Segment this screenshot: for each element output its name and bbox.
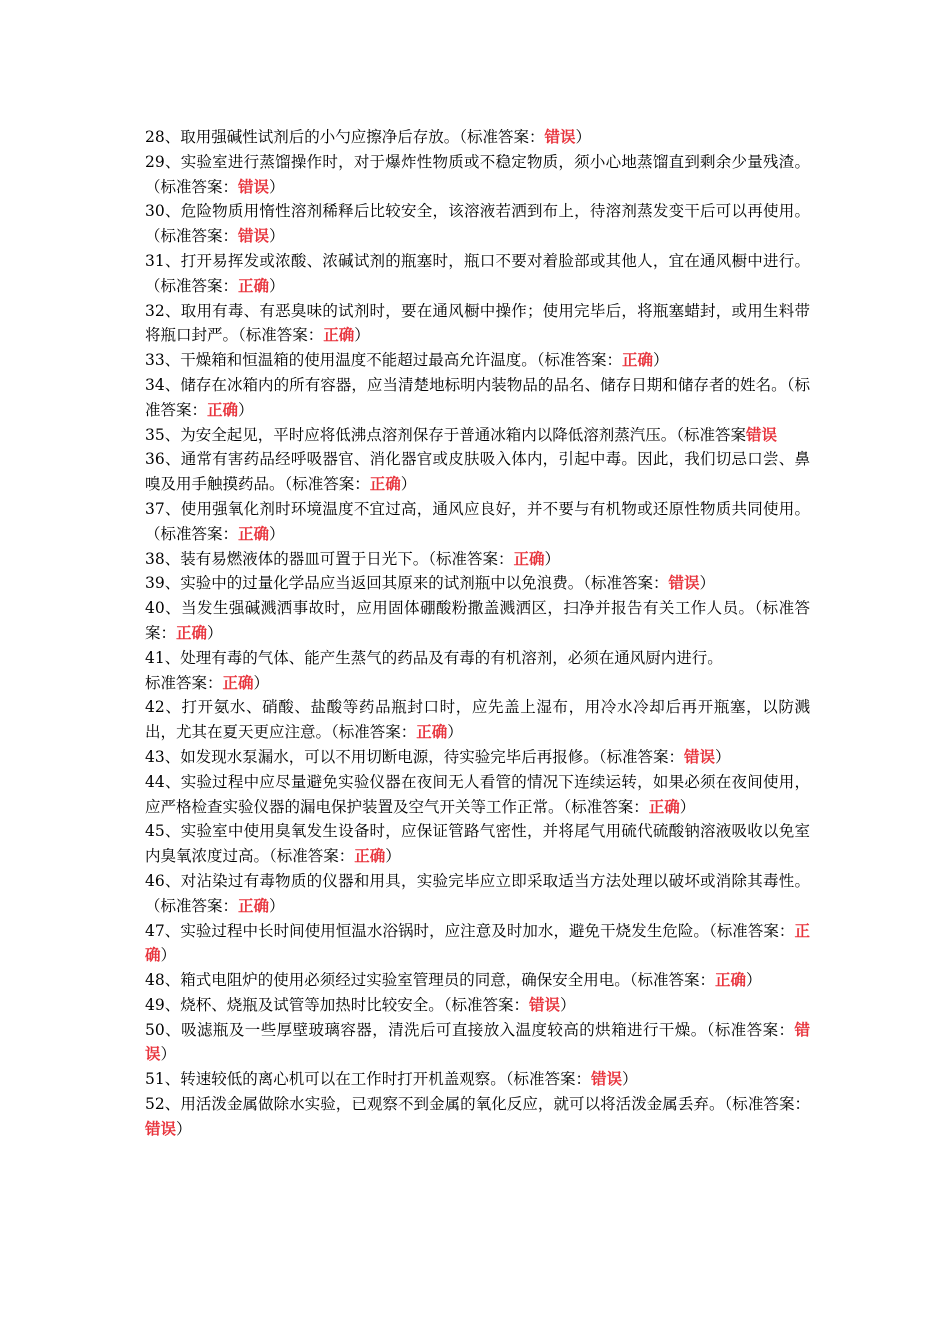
answer-42: 正确 (416, 722, 448, 742)
answer-47: 正确 (145, 920, 810, 965)
answer-29: 错误 (238, 176, 270, 196)
answer-48: 正确 (714, 970, 746, 990)
question-32: 32、取用有毒、有恶臭味的试剂时，要在通风橱中操作；使用完毕后，将瓶塞蜡封，或用生料带将瓶口封严。（标准答案：正确） (145, 301, 810, 345)
question-33: 33、干燥箱和恒温箱的使用温度不能超过最高允许温度。（标准答案：正确） (145, 350, 669, 370)
answer-52: 错误 (145, 1118, 177, 1138)
answer-35: 错误 (745, 424, 777, 444)
question-51: 51、转速较低的离心机可以在工作时打开机盖观察。（标准答案：错误） (145, 1069, 638, 1089)
question-39: 39、实验中的过量化学品应当返回其原来的试剂瓶中以免浪费。（标准答案：错误） (145, 573, 716, 593)
answer-38: 正确 (513, 548, 545, 568)
question-38: 38、装有易燃液体的器皿可置于日光下。（标准答案：正确） (145, 548, 561, 568)
answer-45: 正确 (354, 846, 386, 866)
question-36: 36、通常有害药品经呼吸器官、消化器官或皮肤吸入体内，引起中毒。因此，我们切忌口尝、鼻嗅及用手触摸药品。（标准答案：正确） (145, 450, 810, 494)
answer-37: 正确 (238, 523, 270, 543)
question-41: 41、处理有毒的气体、能产生蒸气的药品及有毒的有机溶剂，必须在通风厨内进行。 标准答案：正确） (145, 648, 723, 692)
question-44: 44、实验过程中应尽量避免实验仪器在夜间无人看管的情况下连续运转，如果必须在夜间使用，应严格检查实验仪器的漏电保护装置及空气开关等工作正常。（标准答案：正确） (145, 772, 810, 816)
answer-50: 错误 (145, 1019, 810, 1064)
question-50: 50、吸滤瓶及一些厚壁玻璃容器，清洗后可直接放入温度较高的烘箱进行干燥。（标准答案：错误） (145, 1019, 810, 1064)
question-49: 49、烧杯、烧瓶及试管等加热时比较安全。（标准答案：错误） (145, 994, 576, 1014)
question-37: 37、使用强氧化剂时环境温度不宜过高，通风应良好，并不要与有机物或还原性物质共同使用。（标准答案：正确） (145, 499, 810, 543)
answer-30: 错误 (238, 226, 270, 246)
answer-34: 正确 (207, 399, 239, 419)
question-34: 34、储存在冰箱内的所有容器，应当清楚地标明内装物品的品名、储存日期和储存者的姓名。（标准答案：正确） (145, 375, 810, 419)
question-28: 28、取用强碱性试剂后的小勺应擦净后存放。（标准答案：错误） (145, 127, 592, 146)
question-42: 42、打开氨水、硝酸、盐酸等药品瓶封口时，应先盖上湿布，用冷水冷却后再开瓶塞，以防溅出，尤其在夏天更应注意。（标准答案：正确） (145, 698, 810, 742)
answer-41: 正确 (222, 672, 254, 692)
answer-43: 错误 (683, 746, 715, 766)
question-43: 43、如发现水泵漏水，可以不用切断电源，待实验完毕后再报修。（标准答案：错误） (145, 746, 731, 766)
question-52: 52、用活泼金属做除水实验，已观察不到金属的氧化反应，就可以将活泼金属丢弃。（标准答案：错误） (145, 1095, 810, 1138)
answer-51: 错误 (590, 1069, 622, 1089)
question-40: 40、当发生强碱溅洒事故时，应用固体硼酸粉撒盖溅洒区，扫净并报告有关工作人员。（标准答案：正确） (145, 599, 810, 642)
answer-32: 正确 (323, 325, 355, 345)
answer-49: 错误 (528, 994, 560, 1014)
answer-39: 错误 (668, 573, 700, 593)
question-35: 35、为安全起见，平时应将低沸点溶剂保存于普通冰箱内以降低溶剂蒸汽压。（标准答案错误 (145, 424, 777, 444)
answer-46: 正确 (238, 895, 270, 915)
answer-36: 正确 (369, 474, 401, 494)
answer-28: 错误 (544, 127, 576, 146)
question-30: 30、危险物质用惰性溶剂稀释后比较安全，该溶液若洒到布上，待溶剂蒸发变干后可以再使用。（标准答案：错误） (145, 202, 810, 246)
question-48: 48、箱式电阻炉的使用必须经过实验室管理员的同意，确保安全用电。（标准答案：正确） (145, 970, 762, 990)
question-45: 45、实验室中使用臭氧发生设备时，应保证管路气密性，并将尾气用硫代硫酸钠溶液吸收以免室内臭氧浓度过高。（标准答案：正确） (145, 822, 810, 866)
answer-44: 正确 (648, 796, 680, 816)
answer-40: 正确 (176, 622, 208, 642)
question-46: 46、对沾染过有毒物质的仪器和用具，实验完毕应立即采取适当方法处理以破坏或消除其毒性。（标准答案：正确） (145, 871, 810, 915)
question-47: 47、实验过程中长时间使用恒温水浴锅时，应注意及时加水，避免干烧发生危险。（标准答案：正确） (145, 920, 810, 965)
question-list (145, 125, 810, 1142)
answer-31: 正确 (238, 275, 270, 295)
answer-33: 正确 (621, 350, 653, 370)
question-31: 31、打开易挥发或浓酸、浓碱试剂的瓶塞时，瓶口不要对着脸部或其他人，宜在通风橱中进行。（标准答案：正确） (145, 251, 810, 295)
question-29: 29、实验室进行蒸馏操作时，对于爆炸性物质或不稳定物质，须小心地蒸馏直到剩余少量残渣。（标准答案：错误） (145, 152, 810, 196)
